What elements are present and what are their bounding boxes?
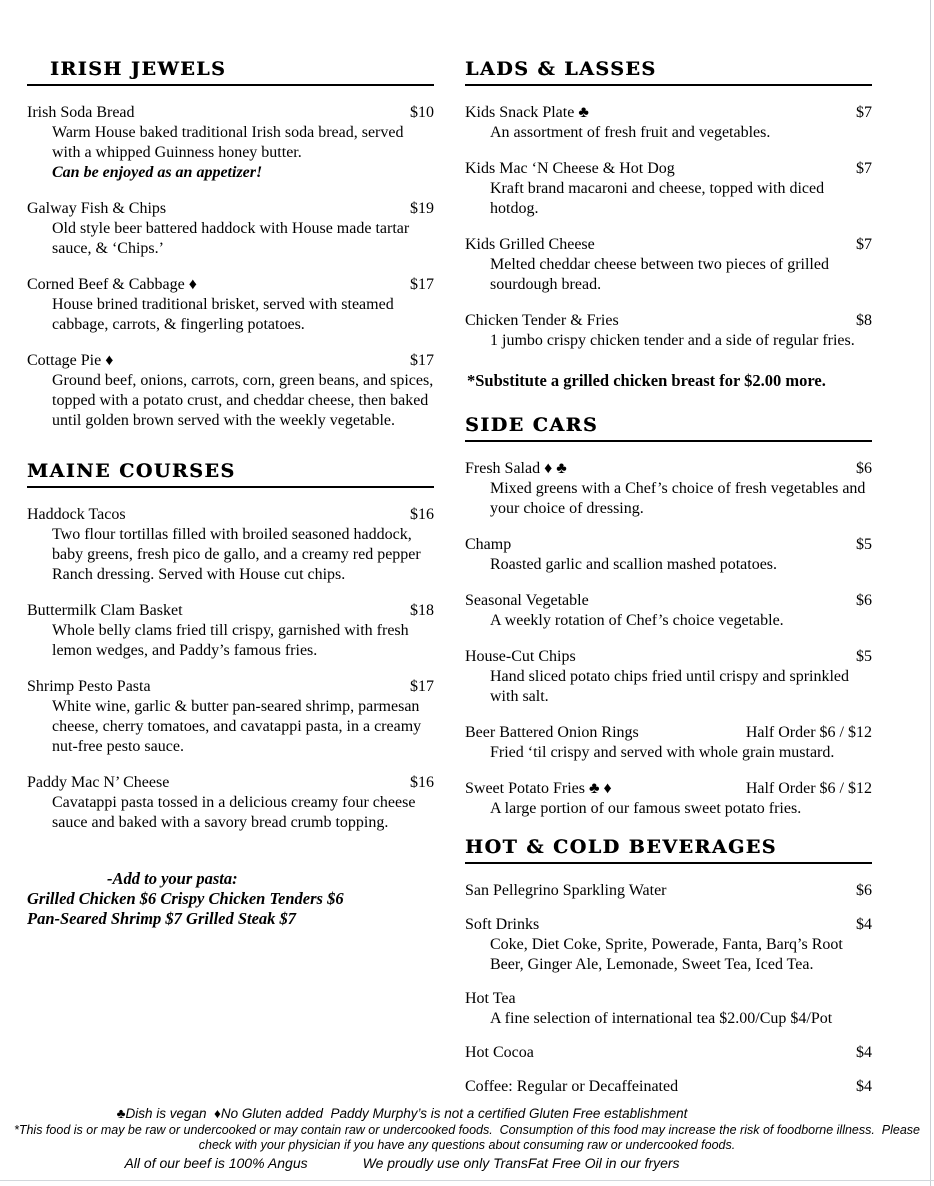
- item-description: Coke, Diet Coke, Sprite, Powerade, Fanta, Barq’s Root Beer, Ginger Ale, Lemonade, Sweet Tea, Iced Tea.: [490, 936, 843, 973]
- menu-item-cottage-pie: [27, 351, 434, 431]
- item-price: $6: [856, 460, 872, 477]
- item-price: $19: [410, 200, 434, 217]
- item-description: Kraft brand macaroni and cheese, topped with diced hotdog.: [490, 180, 825, 217]
- menu-item-soft-drinks: [465, 915, 872, 975]
- page-edge-right: [930, 0, 931, 1186]
- item-description: Ground beef, onions, carrots, corn, green beans, and spices, topped with a potato crust, and cheddar cheese, then baked until golden brown served with the weekly vegetable.: [52, 372, 434, 429]
- menu-item-haddock-tacos: [27, 505, 434, 585]
- item-name: Kids Snack Plate ♣: [465, 104, 589, 121]
- item-price: $7: [856, 236, 872, 253]
- item-description: Roasted garlic and scallion mashed potatoes.: [490, 556, 778, 573]
- item-price: $8: [856, 312, 872, 329]
- page-edge-bottom: [0, 1180, 934, 1181]
- footnote-angus-beef: All of our beef is 100% Angus: [124, 1155, 308, 1171]
- footnote-dietary-legend: ♣Dish is vegan ♦No Gluten added Paddy Murphy’s is not a certified Gluten Free establishment: [116, 1106, 688, 1121]
- section-title-side-cars: SIDE CARS: [465, 413, 872, 442]
- menu-item-hot-tea: [465, 989, 872, 1029]
- item-price: $6: [856, 882, 872, 899]
- item-description: Hand sliced potato chips fried until crispy and sprinkled with salt.: [490, 668, 850, 705]
- item-name: Buttermilk Clam Basket: [27, 602, 183, 619]
- menu-item-champ: [465, 535, 872, 575]
- item-name: Sweet Potato Fries ♣ ♦: [465, 780, 612, 797]
- item-description: Melted cheddar cheese between two pieces of grilled sourdough bread.: [490, 256, 829, 293]
- item-description: Mixed greens with a Chef’s choice of fresh vegetables and your choice of dressing.: [490, 480, 866, 517]
- footnote-raw-food-warning: *This food is or may be raw or undercooked or may contain raw or undercooked foods. Consumption of this food may increase the risk of foodborne illness. Please: [13, 1123, 921, 1137]
- item-name: Kids Mac ‘N Cheese & Hot Dog: [465, 160, 675, 177]
- item-price: $4: [856, 1078, 872, 1095]
- item-price: $16: [410, 774, 434, 791]
- menu-item-kids-snack-plate: [465, 103, 872, 143]
- item-price: $7: [856, 104, 872, 121]
- menu-item-coffee: [465, 1077, 872, 1097]
- pasta-addons: [27, 869, 434, 929]
- item-price: $5: [856, 648, 872, 665]
- menu-item-beer-battered-onion-rings: [465, 723, 872, 763]
- menu-item-san-pellegrino: [465, 881, 872, 901]
- item-price: $10: [410, 104, 434, 121]
- item-name: Paddy Mac N’ Cheese: [27, 774, 170, 791]
- section-title-maine-courses: MAINE COURSES: [27, 459, 434, 488]
- pasta-addons-line: Pan-Seared Shrimp $7 Grilled Steak $7: [27, 909, 297, 928]
- menu-item-irish-soda-bread: [27, 103, 434, 183]
- item-price: $17: [410, 276, 434, 293]
- item-name: Irish Soda Bread: [27, 104, 135, 121]
- menu-item-sweet-potato-fries: [465, 779, 872, 819]
- item-name: Champ: [465, 536, 512, 553]
- item-description: Cavatappi pasta tossed in a delicious creamy four cheese sauce and baked with a savory bread crumb topping.: [52, 794, 416, 831]
- item-name: Soft Drinks: [465, 916, 540, 933]
- item-price: $16: [410, 506, 434, 523]
- item-name: Hot Tea: [465, 990, 516, 1007]
- item-price: $5: [856, 536, 872, 553]
- item-description: A large portion of our famous sweet potato fries.: [490, 800, 802, 817]
- beverages-list: [465, 881, 872, 1097]
- footnote-beef-and-oil: [0, 1155, 934, 1172]
- menu-item-house-cut-chips: [465, 647, 872, 707]
- item-name: Coffee: Regular or Decaffeinated: [465, 1078, 679, 1095]
- pasta-addons-heading: -Add to your pasta:: [107, 869, 238, 888]
- item-name: Hot Cocoa: [465, 1044, 534, 1061]
- item-name: Beer Battered Onion Rings: [465, 724, 639, 741]
- item-name: Cottage Pie ♦: [27, 352, 114, 369]
- menu-item-galway-fish-chips: [27, 199, 434, 259]
- footnote-transfat-oil: We proudly use only TransFat Free Oil in our fryers: [362, 1155, 680, 1171]
- menu-item-chicken-tender-fries: [465, 311, 872, 351]
- menu-item-shrimp-pesto-pasta: [27, 677, 434, 757]
- pasta-addons-line: Grilled Chicken $6 Crispy Chicken Tenders $6: [27, 889, 344, 908]
- item-price: $4: [856, 916, 872, 933]
- section-title-hot-cold-beverages: HOT & COLD BEVERAGES: [465, 835, 872, 864]
- item-description: A weekly rotation of Chef’s choice vegetable.: [490, 612, 784, 629]
- item-price: $17: [410, 678, 434, 695]
- item-price: Half Order $6 / $12: [745, 724, 872, 741]
- menu-item-corned-beef-cabbage: [27, 275, 434, 335]
- menu-item-kids-grilled-cheese: [465, 235, 872, 295]
- item-price: $7: [856, 160, 872, 177]
- item-name: Galway Fish & Chips: [27, 200, 167, 217]
- item-description: 1 jumbo crispy chicken tender and a side of regular fries.: [490, 332, 855, 349]
- item-price: $17: [410, 352, 434, 369]
- item-description: White wine, garlic & butter pan-seared shrimp, parmesan cheese, cherry tomatoes, and cavatappi pasta, in a creamy nut-free pesto sauce.: [52, 698, 422, 755]
- footer-notes: [0, 1105, 934, 1172]
- item-price: Half Order $6 / $12: [745, 780, 872, 797]
- menu-item-kids-mac-n-cheese-hot-dog: [465, 159, 872, 219]
- item-price: $6: [856, 592, 872, 609]
- footnote-raw-food-warning-continued: check with your physician if you have any questions about consuming raw or undercooked foods.: [198, 1138, 736, 1152]
- item-name: Chicken Tender & Fries: [465, 312, 619, 329]
- item-name: Haddock Tacos: [27, 506, 126, 523]
- substitution-note: *Substitute a grilled chicken breast for $2.00 more.: [467, 371, 826, 390]
- section-title-lads-lasses: LADS & LASSES: [465, 57, 872, 86]
- item-description: Old style beer battered haddock with House made tartar sauce, & ‘Chips.’: [52, 220, 410, 257]
- item-name: Kids Grilled Cheese: [465, 236, 595, 253]
- menu-item-fresh-salad: [465, 459, 872, 519]
- menu-item-seasonal-vegetable: [465, 591, 872, 631]
- item-description: An assortment of fresh fruit and vegetables.: [490, 124, 771, 141]
- item-description: Warm House baked traditional Irish soda bread, served with a whipped Guinness honey butter.: [52, 124, 404, 161]
- item-name: House-Cut Chips: [465, 648, 576, 665]
- menu-item-buttermilk-clam-basket: [27, 601, 434, 661]
- section-title-irish-jewels: IRISH JEWELS: [27, 57, 434, 86]
- item-name: Fresh Salad ♦ ♣: [465, 460, 567, 477]
- menu-item-paddy-mac-n-cheese: [27, 773, 434, 833]
- item-description: House brined traditional brisket, served with steamed cabbage, carrots, & fingerling potatoes.: [52, 296, 394, 333]
- right-column: [465, 57, 872, 1111]
- item-name: Corned Beef & Cabbage ♦: [27, 276, 197, 293]
- item-name: Shrimp Pesto Pasta: [27, 678, 151, 695]
- item-name: San Pellegrino Sparkling Water: [465, 882, 667, 899]
- item-description: Whole belly clams fried till crispy, garnished with fresh lemon wedges, and Paddy’s famous fries.: [52, 622, 409, 659]
- item-note: Can be enjoyed as an appetizer!: [52, 164, 263, 181]
- item-name: Seasonal Vegetable: [465, 592, 589, 609]
- menu-item-hot-cocoa: [465, 1043, 872, 1063]
- item-description: Fried ‘til crispy and served with whole grain mustard.: [490, 744, 835, 761]
- left-column: [27, 57, 434, 1111]
- item-description: Two flour tortillas filled with broiled seasoned haddock, baby greens, fresh pico de gallo, and a creamy red pepper Ranch dressing. Served with House cut chips.: [52, 526, 421, 583]
- item-description: A fine selection of international tea $2.00/Cup $4/Pot: [490, 1010, 833, 1027]
- item-price: $4: [856, 1044, 872, 1061]
- item-price: $18: [410, 602, 434, 619]
